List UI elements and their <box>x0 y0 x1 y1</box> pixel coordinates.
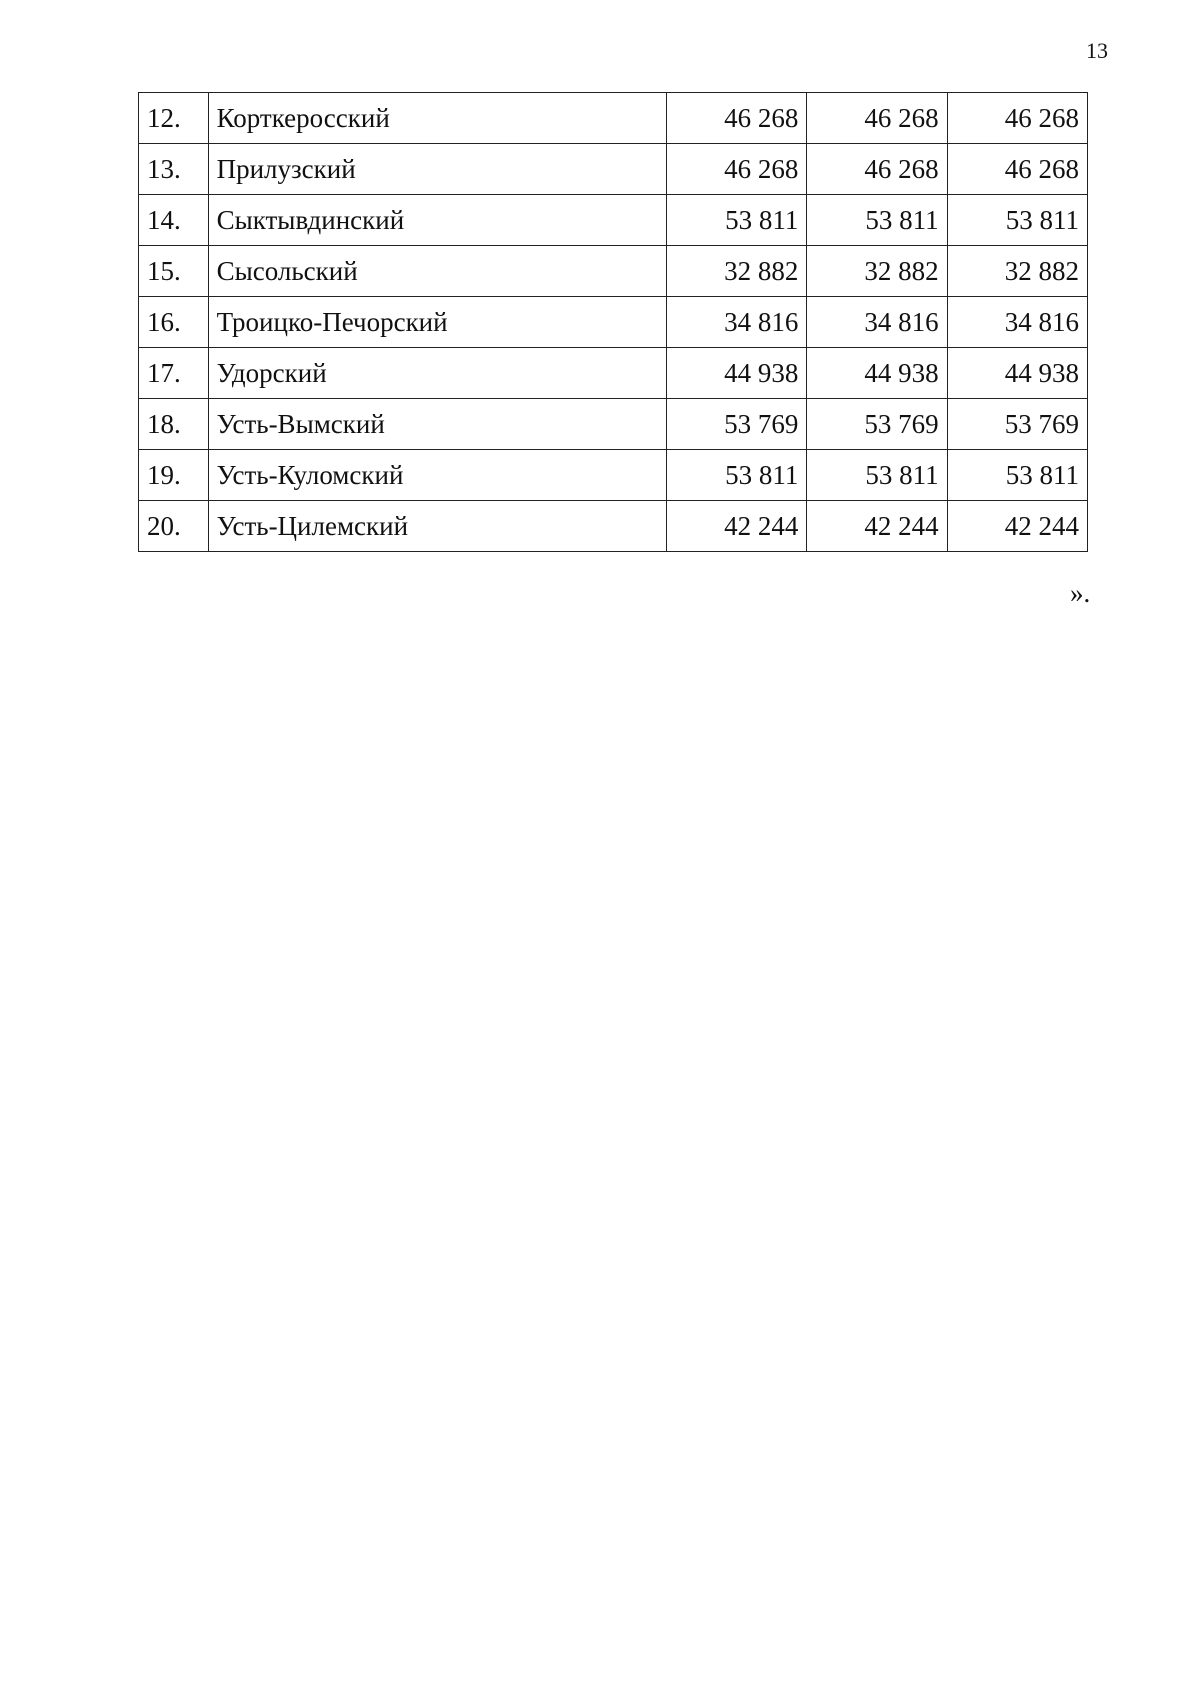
district-name: Прилузский <box>208 144 666 195</box>
district-name: Троицко-Печорский <box>208 297 666 348</box>
value-col-3: 32 882 <box>947 246 1087 297</box>
value-col-2: 53 811 <box>807 195 947 246</box>
value-col-3: 44 938 <box>947 348 1087 399</box>
value-col-3: 46 268 <box>947 93 1087 144</box>
value-col-3: 46 268 <box>947 144 1087 195</box>
district-name: Сыктывдинский <box>208 195 666 246</box>
value-col-1: 46 268 <box>667 144 807 195</box>
district-name: Усть-Вымский <box>208 399 666 450</box>
value-col-2: 46 268 <box>807 93 947 144</box>
page-number: 13 <box>1086 38 1108 63</box>
value-col-1: 53 811 <box>667 450 807 501</box>
table-row <box>139 297 1088 348</box>
value-col-1: 42 244 <box>667 501 807 552</box>
table-row <box>139 144 1088 195</box>
district-name: Сысольский <box>208 246 666 297</box>
table-row <box>139 195 1088 246</box>
row-number: 15. <box>139 246 209 297</box>
row-number: 12. <box>139 93 209 144</box>
value-col-1: 34 816 <box>667 297 807 348</box>
value-col-3: 53 811 <box>947 450 1087 501</box>
value-col-2: 53 769 <box>807 399 947 450</box>
district-name: Корткеросский <box>208 93 666 144</box>
row-number: 16. <box>139 297 209 348</box>
value-col-1: 44 938 <box>667 348 807 399</box>
value-col-3: 34 816 <box>947 297 1087 348</box>
row-number: 18. <box>139 399 209 450</box>
table-row <box>139 246 1088 297</box>
value-col-2: 46 268 <box>807 144 947 195</box>
data-table <box>138 92 1088 552</box>
value-col-3: 53 811 <box>947 195 1087 246</box>
district-name: Удорский <box>208 348 666 399</box>
value-col-2: 34 816 <box>807 297 947 348</box>
value-col-1: 46 268 <box>667 93 807 144</box>
district-name: Усть-Цилемский <box>208 501 666 552</box>
table-row <box>139 501 1088 552</box>
value-col-2: 42 244 <box>807 501 947 552</box>
value-col-2: 53 811 <box>807 450 947 501</box>
value-col-3: 53 769 <box>947 399 1087 450</box>
value-col-1: 32 882 <box>667 246 807 297</box>
value-col-2: 32 882 <box>807 246 947 297</box>
row-number: 17. <box>139 348 209 399</box>
value-col-1: 53 811 <box>667 195 807 246</box>
table-row <box>139 399 1088 450</box>
closing-quote-mark: ». <box>1070 578 1091 608</box>
table-row <box>139 93 1088 144</box>
value-col-2: 44 938 <box>807 348 947 399</box>
value-col-3: 42 244 <box>947 501 1087 552</box>
value-col-1: 53 769 <box>667 399 807 450</box>
table-row <box>139 348 1088 399</box>
table-row <box>139 450 1088 501</box>
district-name: Усть-Куломский <box>208 450 666 501</box>
row-number: 19. <box>139 450 209 501</box>
row-number: 13. <box>139 144 209 195</box>
row-number: 14. <box>139 195 209 246</box>
row-number: 20. <box>139 501 209 552</box>
